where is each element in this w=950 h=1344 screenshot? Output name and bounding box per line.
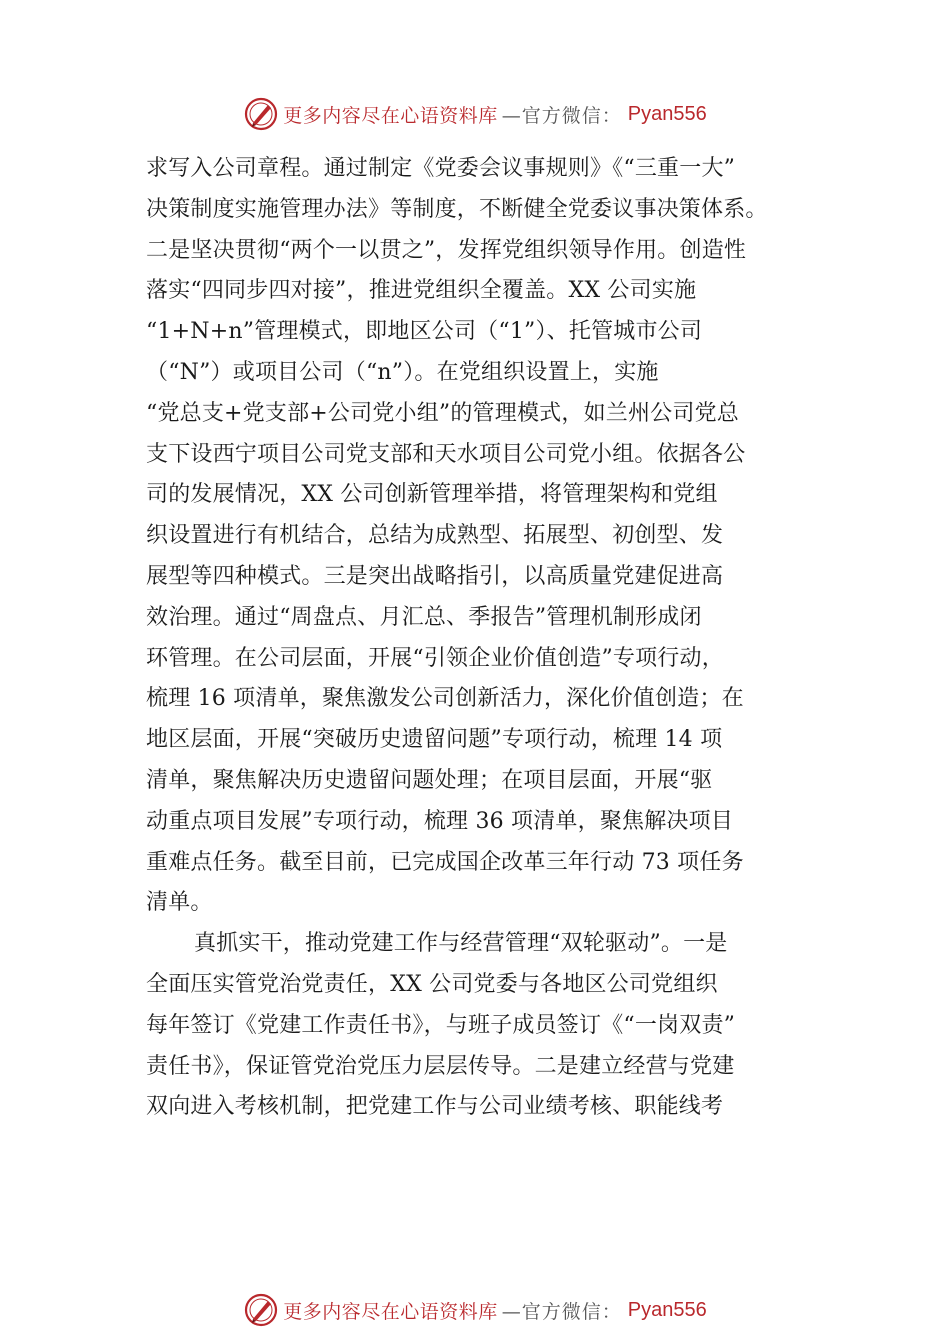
text-line: 织设置进行有机结合，总结为成熟型、拓展型、初创型、发 bbox=[146, 523, 724, 549]
text-line: 动重点项目发展”专项行动，梳理 36 项清单，聚焦解决项目 bbox=[146, 808, 734, 834]
banner-main-text: 更多内容尽在心语资料库 bbox=[283, 104, 498, 127]
text-line: 地区层面，开展“突破历史遗留问题”专项行动，梳理 14 项 bbox=[146, 727, 723, 753]
pen-seal-icon bbox=[243, 1292, 279, 1328]
text-line: 每年签订《党建工作责任书》，与班子成员签订《“一岗双责” bbox=[146, 1012, 736, 1038]
text-line: （“N”）或项目公司（“n”）。在党组织设置上，实施 bbox=[146, 359, 659, 385]
text-line: 真抓实干，推动党建工作与经营管理“双轮驱动”。一是 bbox=[194, 931, 728, 957]
text-line: 清单，聚焦解决历史遗留问题处理；在项目层面，开展“驱 bbox=[146, 767, 713, 793]
text-line: “1+N+n”管理模式，即地区公司（“1”）、托管城市公司 bbox=[146, 319, 703, 345]
text-line: 二是坚决贯彻“两个一以贯之”，发挥党组织领导作用。创造性 bbox=[146, 237, 747, 263]
banner-main-text: 更多内容尽在心语资料库 bbox=[283, 1300, 498, 1323]
banner-sub-text: —官方微信： bbox=[501, 104, 622, 127]
banner-wechat-id: Pyan556 bbox=[627, 102, 707, 125]
text-line: 环管理。在公司层面，开展“引领企业价值创造”专项行动， bbox=[146, 645, 724, 671]
text-line: 决策制度实施管理办法》等制度，不断健全党委议事决策体系。 bbox=[146, 196, 768, 222]
text-line: 清单。 bbox=[146, 890, 213, 916]
text-line: 重难点任务。截至目前，已完成国企改革三年行动 73 项任务 bbox=[146, 849, 744, 875]
banner-wechat-id: Pyan556 bbox=[627, 1298, 707, 1321]
paragraph bbox=[146, 924, 826, 1128]
text-line: 落实“四同步四对接”，推进党组织全覆盖。XX 公司实施 bbox=[146, 278, 697, 304]
footer-banner bbox=[0, 1290, 950, 1330]
paragraph bbox=[146, 149, 826, 924]
text-line: 展型等四种模式。三是突出战略指引，以高质量党建促进高 bbox=[146, 563, 724, 589]
text-line: 支下设西宁项目公司党支部和天水项目公司党小组。依据各公 bbox=[146, 441, 746, 467]
text-line: 求写入公司章程。通过制定《党委会议事规则》《“三重一大” bbox=[146, 156, 736, 181]
header-banner bbox=[0, 94, 950, 134]
text-line: 全面压实管党治党责任，XX 公司党委与各地区公司党组织 bbox=[146, 971, 718, 997]
document-body bbox=[146, 149, 826, 1128]
banner-sub-text: —官方微信： bbox=[501, 1300, 622, 1323]
text-line: 梳理 16 项清单，聚焦激发公司创新活力，深化价值创造；在 bbox=[146, 686, 744, 712]
text-line: 司的发展情况，XX 公司创新管理举措，将管理架构和党组 bbox=[146, 482, 718, 508]
text-line: 责任书》，保证管党治党压力层层传导。二是建立经营与党建 bbox=[146, 1053, 735, 1079]
text-line: 效治理。通过“周盘点、月汇总、季报告”管理机制形成闭 bbox=[146, 604, 702, 630]
pen-seal-icon bbox=[243, 96, 279, 132]
text-line: 双向进入考核机制，把党建工作与公司业绩考核、职能线考 bbox=[146, 1094, 724, 1120]
text-line: “党总支+党支部+公司党小组”的管理模式，如兰州公司党总 bbox=[146, 400, 739, 426]
